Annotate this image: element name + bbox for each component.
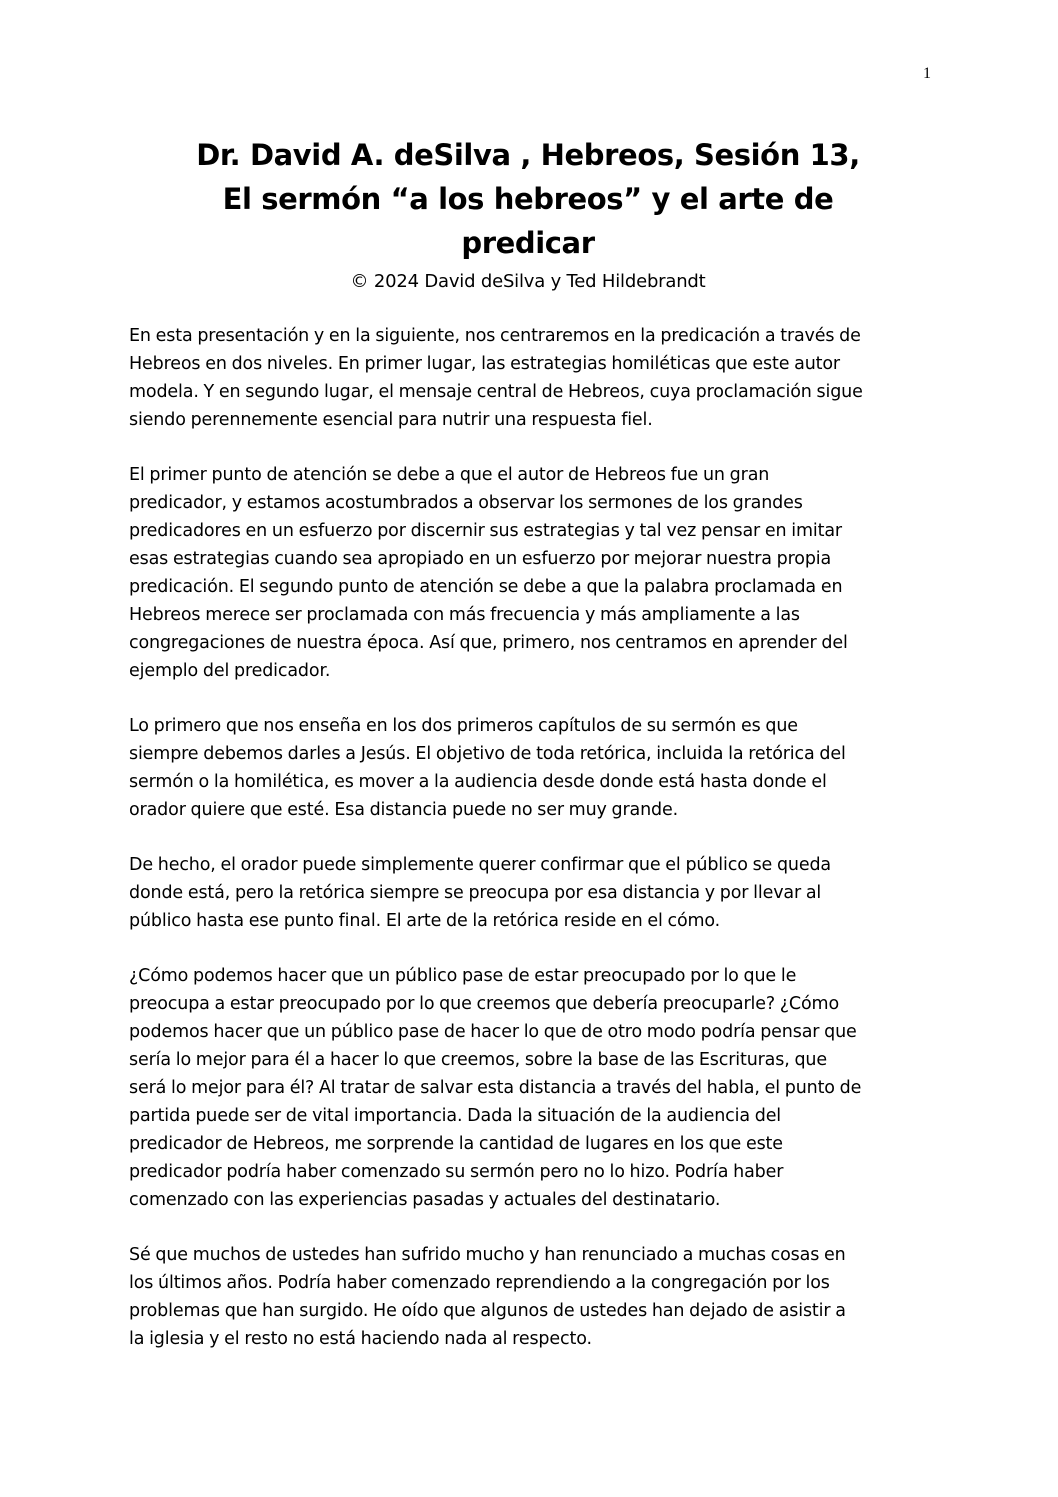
text-line: podemos hacer que un público pase de hacer lo que de otro modo podría pensar que bbox=[129, 1022, 857, 1042]
text-line: comenzado con las experiencias pasadas y actuales del destinatario. bbox=[129, 1190, 721, 1210]
text-line: Hebreos en dos niveles. En primer lugar, las estrategias homiléticas que este autor bbox=[129, 354, 840, 374]
text-line: congregaciones de nuestra época. Así que, primero, nos centramos en aprender del bbox=[129, 633, 848, 653]
text-line: predicador, y estamos acostumbrados a observar los sermones de los grandes bbox=[129, 493, 803, 513]
text-line: será lo mejor para él? Al tratar de salvar esta distancia a través del habla, el punto de bbox=[129, 1078, 862, 1098]
text-line: predicador de Hebreos, me sorprende la cantidad de lugares en los que este bbox=[129, 1134, 783, 1154]
paragraph bbox=[129, 712, 931, 824]
text-line: los últimos años. Podría haber comenzado reprendiendo a la congregación por los bbox=[129, 1273, 830, 1293]
page-number: 1 bbox=[923, 65, 931, 82]
text-line: predicación. El segundo punto de atención se debe a que la palabra proclamada en bbox=[129, 577, 843, 597]
text-line: ¿Cómo podemos hacer que un público pase de estar preocupado por lo que le bbox=[129, 966, 797, 986]
title-line: Dr. David A. deSilva , Hebreos, Sesión 13, bbox=[196, 138, 860, 172]
text-line: modela. Y en segundo lugar, el mensaje central de Hebreos, cuya proclamación sigue bbox=[129, 382, 863, 402]
text-line: Hebreos merece ser proclamada con más frecuencia y más ampliamente a las bbox=[129, 605, 800, 625]
text-line: problemas que han surgido. He oído que algunos de ustedes han dejado de asistir a bbox=[129, 1301, 846, 1321]
text-line: predicadores en un esfuerzo por discernir sus estrategias y tal vez pensar en imitar bbox=[129, 521, 842, 541]
text-line: Sé que muchos de ustedes han sufrido mucho y han renunciado a muchas cosas en bbox=[129, 1245, 846, 1265]
text-line: En esta presentación y en la siguiente, nos centraremos en la predicación a través de bbox=[129, 326, 861, 346]
paragraph bbox=[129, 1241, 931, 1353]
text-line: donde está, pero la retórica siempre se preocupa por esa distancia y por llevar al bbox=[129, 883, 822, 903]
text-line: siendo perennemente esencial para nutrir una respuesta fiel. bbox=[129, 410, 653, 430]
text-line: orador quiere que esté. Esa distancia puede no ser muy grande. bbox=[129, 800, 679, 820]
text-line: Lo primero que nos enseña en los dos primeros capítulos de su sermón es que bbox=[129, 716, 798, 736]
text-line: predicador podría haber comenzado su sermón pero no lo hizo. Podría haber bbox=[129, 1162, 784, 1182]
document-title bbox=[128, 133, 928, 265]
text-line: partida puede ser de vital importancia. Dada la situación de la audiencia del bbox=[129, 1106, 782, 1126]
title-line: El sermón “a los hebreos” y el arte de bbox=[222, 182, 834, 216]
text-line: siempre debemos darles a Jesús. El objetivo de toda retórica, incluida la retórica del bbox=[129, 744, 846, 764]
paragraph bbox=[129, 322, 931, 434]
text-line: preocupa a estar preocupado por lo que creemos que debería preocuparle? ¿Cómo bbox=[129, 994, 840, 1014]
paragraph bbox=[129, 461, 931, 685]
document-body bbox=[129, 322, 931, 1380]
text-line: sermón o la homilética, es mover a la audiencia desde donde está hasta donde el bbox=[129, 772, 827, 792]
text-line: ejemplo del predicador. bbox=[129, 661, 331, 681]
text-line: esas estrategias cuando sea apropiado en un esfuerzo por mejorar nuestra propia bbox=[129, 549, 832, 569]
text-line: público hasta ese punto final. El arte de la retórica reside en el cómo. bbox=[129, 911, 721, 931]
text-line: De hecho, el orador puede simplemente querer confirmar que el público se queda bbox=[129, 855, 832, 875]
paragraph bbox=[129, 962, 931, 1214]
paragraph bbox=[129, 851, 931, 935]
text-line: El primer punto de atención se debe a que el autor de Hebreos fue un gran bbox=[129, 465, 770, 485]
text-line: la iglesia y el resto no está haciendo nada al respecto. bbox=[129, 1329, 592, 1349]
title-line: predicar bbox=[461, 226, 595, 260]
copyright-notice: © 2024 David deSilva y Ted Hildebrandt bbox=[350, 271, 706, 292]
text-line: sería lo mejor para él a hacer lo que creemos, sobre la base de las Escrituras, que bbox=[129, 1050, 827, 1070]
